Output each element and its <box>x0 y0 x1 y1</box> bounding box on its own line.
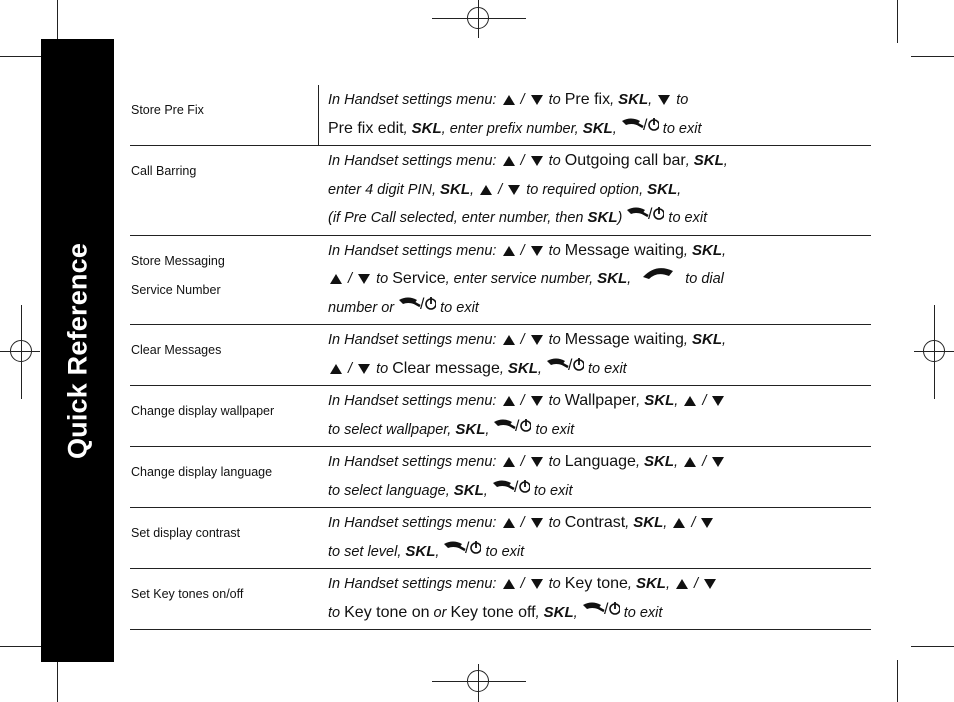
key-name: SKL <box>644 392 675 409</box>
instruction-fragment: or <box>429 604 451 621</box>
instruction-text <box>328 85 871 145</box>
down-arrow-icon <box>358 274 370 284</box>
crop-mark <box>57 660 58 702</box>
menu-option: Key tone on <box>344 603 430 621</box>
instruction-fragment: In Handset settings menu: <box>328 393 501 409</box>
end-call-power-icon <box>546 355 584 384</box>
instruction-fragment: , <box>723 153 728 169</box>
crop-mark <box>0 56 43 57</box>
table-row <box>130 569 871 630</box>
end-call-power-icon <box>493 416 531 445</box>
feature-label-line: Service Number <box>131 282 221 297</box>
instruction-fragment: , <box>674 454 683 470</box>
instruction-text <box>328 325 871 385</box>
instruction-fragment: / <box>516 515 529 531</box>
instruction-fragment: In Handset settings menu: <box>328 92 501 108</box>
svg-text:/: / <box>603 600 609 617</box>
end-call-power-icon <box>492 477 530 506</box>
up-arrow-icon <box>684 396 696 406</box>
end-call-power-icon <box>621 115 659 144</box>
menu-option: Clear message <box>392 359 500 377</box>
key-name: SKL <box>582 119 613 137</box>
instruction-fragment: , <box>674 393 683 409</box>
instruction-fragment: , enter service number, <box>445 271 598 288</box>
key-name: SKL <box>507 359 538 377</box>
feature-label-line: Set Key tones on/off <box>131 587 244 601</box>
instruction-line <box>328 599 871 628</box>
down-arrow-icon <box>531 579 543 589</box>
key-name: SKL <box>440 180 471 198</box>
instruction-fragment: , <box>483 482 492 499</box>
feature-label-line: Call Barring <box>131 164 197 178</box>
instruction-fragment: to required option, <box>522 181 648 198</box>
svg-text:/: / <box>567 356 573 373</box>
quick-reference-table <box>130 85 871 630</box>
instruction-fragment: , <box>612 120 621 137</box>
svg-text:/: / <box>642 116 648 133</box>
instruction-fragment: to select language, <box>328 482 454 499</box>
instruction-line <box>328 326 871 355</box>
up-arrow-icon <box>503 335 515 345</box>
down-arrow-icon <box>531 457 543 467</box>
instruction-fragment: / <box>344 271 357 288</box>
down-arrow-icon <box>358 364 370 374</box>
up-arrow-icon <box>480 185 492 195</box>
up-arrow-icon <box>503 246 515 256</box>
instruction-line <box>328 237 871 266</box>
up-arrow-icon <box>503 518 515 528</box>
down-arrow-icon <box>531 518 543 528</box>
instruction-fragment: , <box>573 604 582 621</box>
down-arrow-icon <box>531 335 543 345</box>
instruction-line <box>328 204 871 233</box>
menu-option: Key tone off <box>450 603 536 621</box>
instruction-fragment: / <box>698 454 711 470</box>
table-row <box>130 325 871 386</box>
down-arrow-icon <box>712 457 724 467</box>
svg-text:/: / <box>648 206 653 222</box>
table-row <box>130 447 871 508</box>
instruction-text <box>328 236 871 325</box>
instruction-fragment: / <box>690 576 703 592</box>
key-name: SKL <box>691 241 722 259</box>
instruction-line <box>328 147 871 176</box>
key-name: SKL <box>647 180 678 198</box>
instruction-text <box>328 386 871 446</box>
instruction-fragment: , <box>636 393 645 409</box>
instruction-text <box>328 146 871 235</box>
key-name: SKL <box>597 270 628 288</box>
key-name: SKL <box>693 152 724 169</box>
instruction-fragment: number or <box>328 299 399 316</box>
feature-label <box>131 96 204 125</box>
feature-label <box>131 519 240 548</box>
instruction-fragment: to <box>544 153 565 169</box>
registration-circle <box>467 670 489 692</box>
instruction-fragment: , <box>721 242 727 259</box>
menu-option: Language <box>564 453 636 470</box>
key-name: SKL <box>543 603 574 621</box>
up-arrow-icon <box>684 457 696 467</box>
instruction-fragment: , <box>625 515 634 531</box>
up-arrow-icon <box>503 95 515 105</box>
crop-mark <box>57 0 58 43</box>
up-arrow-icon <box>676 579 688 589</box>
instruction-line <box>328 294 871 323</box>
instruction-fragment: to <box>328 604 345 621</box>
instruction-line <box>328 538 871 567</box>
down-arrow-icon <box>531 246 543 256</box>
instruction-fragment: to exit <box>481 543 525 560</box>
up-arrow-icon <box>503 156 515 166</box>
instruction-fragment: to exit <box>436 299 479 316</box>
instruction-fragment: to <box>544 92 565 108</box>
instruction-fragment: , <box>485 421 494 438</box>
instruction-fragment: to dial <box>681 271 724 288</box>
instruction-fragment: to exit <box>658 120 702 137</box>
instruction-fragment: / <box>494 181 507 198</box>
instruction-text <box>328 508 871 568</box>
menu-option: Wallpaper <box>564 392 637 409</box>
instruction-fragment: , <box>499 360 508 377</box>
end-call-power-icon <box>626 204 664 233</box>
svg-text:/: / <box>465 539 470 556</box>
feature-label-line: Change display wallpaper <box>131 404 275 418</box>
instruction-fragment: , <box>683 332 692 348</box>
instruction-fragment: / <box>516 332 529 348</box>
down-arrow-icon <box>531 396 543 406</box>
feature-label <box>131 397 274 426</box>
instruction-fragment: to <box>672 92 689 108</box>
instruction-line <box>328 416 871 445</box>
instruction-text <box>328 569 871 629</box>
feature-label <box>131 247 225 305</box>
instruction-fragment: In Handset settings menu: <box>328 515 501 531</box>
registration-circle <box>10 340 32 362</box>
svg-text:/: / <box>513 478 519 495</box>
instruction-fragment: to <box>544 242 565 259</box>
instruction-fragment: (if Pre Call selected, enter number, then <box>328 210 588 227</box>
instruction-fragment: / <box>687 515 700 531</box>
key-name: SKL <box>635 575 666 592</box>
instruction-fragment: , <box>665 576 675 592</box>
instruction-fragment: , <box>535 604 544 621</box>
feature-label-line: Change display language <box>131 465 273 479</box>
instruction-line <box>328 115 871 144</box>
instruction-fragment: to <box>372 271 393 288</box>
instruction-fragment: , <box>683 242 692 259</box>
table-row <box>130 508 871 569</box>
menu-option: Service <box>392 270 446 288</box>
key-name: SKL <box>587 209 618 227</box>
instruction-line <box>328 448 871 477</box>
key-name: SKL <box>405 542 436 560</box>
instruction-fragment: , <box>627 271 636 288</box>
end-call-power-icon <box>443 538 481 567</box>
instruction-fragment: , <box>403 120 412 137</box>
instruction-fragment: to exit <box>664 210 708 227</box>
instruction-line <box>328 387 871 416</box>
feature-label-line: Store Messaging <box>131 253 225 268</box>
instruction-fragment: , <box>470 181 479 198</box>
instruction-fragment: , <box>721 332 727 348</box>
up-arrow-icon <box>503 396 515 406</box>
instruction-fragment: / <box>516 576 529 592</box>
key-name: SKL <box>618 91 649 108</box>
instruction-fragment: In Handset settings menu: <box>328 153 501 169</box>
instruction-line <box>328 570 871 599</box>
instruction-fragment: , <box>610 92 619 108</box>
instruction-fragment: / <box>516 92 529 108</box>
instruction-fragment: to select wallpaper, <box>328 421 456 438</box>
end-call-power-icon <box>582 599 620 628</box>
instruction-fragment: to <box>544 576 565 592</box>
crop-mark <box>911 56 954 57</box>
instruction-fragment: / <box>698 393 711 409</box>
down-arrow-icon <box>701 518 713 528</box>
menu-option: Outgoing call bar <box>564 152 686 169</box>
down-arrow-icon <box>658 95 670 105</box>
instruction-fragment: In Handset settings menu: <box>328 332 501 348</box>
table-row <box>130 146 871 236</box>
up-arrow-icon <box>330 274 342 284</box>
key-name: SKL <box>633 514 664 531</box>
feature-label-line: Set display contrast <box>131 526 241 540</box>
instruction-fragment: In Handset settings menu: <box>328 576 501 592</box>
crop-mark <box>0 646 43 647</box>
up-arrow-icon <box>503 457 515 467</box>
key-name: SKL <box>453 481 484 499</box>
instruction-fragment: , <box>663 515 672 531</box>
up-arrow-icon <box>503 579 515 589</box>
feature-label <box>131 157 196 186</box>
instruction-line <box>328 509 871 538</box>
instruction-fragment: , <box>537 360 546 377</box>
menu-option: Pre fix <box>564 91 611 108</box>
table-row <box>130 85 871 146</box>
instruction-fragment: , <box>677 181 682 198</box>
instruction-fragment: to <box>544 393 565 409</box>
instruction-fragment: to <box>544 454 565 470</box>
instruction-fragment: to exit <box>531 421 575 438</box>
instruction-fragment: , <box>627 576 636 592</box>
feature-label <box>131 336 221 365</box>
instruction-fragment: , <box>685 153 694 169</box>
instruction-fragment: In Handset settings menu: <box>328 454 501 470</box>
key-name: SKL <box>455 420 486 438</box>
instruction-fragment: / <box>516 454 529 470</box>
svg-text:/: / <box>420 295 425 312</box>
down-arrow-icon <box>704 579 716 589</box>
end-call-power-icon <box>398 294 436 323</box>
instruction-line <box>328 477 871 506</box>
instruction-fragment: / <box>516 242 529 259</box>
instruction-fragment: , <box>635 454 644 470</box>
instruction-line <box>328 265 871 294</box>
feature-label <box>131 580 243 609</box>
menu-option: Key tone <box>564 575 628 592</box>
feature-label-line: Clear Messages <box>131 343 222 357</box>
instruction-line <box>328 355 871 384</box>
instruction-fragment: to <box>544 332 565 348</box>
instruction-fragment: / <box>516 393 529 409</box>
instruction-fragment: to exit <box>529 482 573 499</box>
feature-label-line: Store Pre Fix <box>131 103 204 117</box>
key-name: SKL <box>691 331 722 348</box>
instruction-fragment: enter 4 digit PIN, <box>328 181 441 198</box>
crop-mark <box>911 646 954 647</box>
instruction-fragment: / <box>516 153 529 169</box>
instruction-fragment: , <box>648 92 657 108</box>
instruction-fragment: to exit <box>583 360 627 377</box>
instruction-fragment: to <box>544 515 565 531</box>
up-arrow-icon <box>673 518 685 528</box>
instruction-fragment: ) <box>617 210 627 227</box>
table-row <box>130 236 871 326</box>
instruction-fragment: to set level, <box>328 543 406 560</box>
down-arrow-icon <box>508 185 520 195</box>
registration-circle <box>467 7 489 29</box>
instruction-line <box>328 86 871 115</box>
instruction-line <box>328 176 871 205</box>
crop-mark <box>897 0 898 43</box>
svg-text:/: / <box>515 417 520 434</box>
registration-circle <box>923 340 945 362</box>
sidebar-tab <box>41 39 114 662</box>
menu-option: Contrast <box>564 514 626 531</box>
up-arrow-icon <box>330 364 342 374</box>
talk-icon <box>641 265 675 294</box>
instruction-fragment: / <box>344 360 357 377</box>
down-arrow-icon <box>531 156 543 166</box>
down-arrow-icon <box>712 396 724 406</box>
menu-option: Pre fix edit <box>328 119 404 137</box>
sidebar-title: Quick Reference <box>62 242 92 459</box>
down-arrow-icon <box>531 95 543 105</box>
instruction-fragment: to <box>372 360 393 377</box>
key-name: SKL <box>644 453 674 470</box>
instruction-text <box>328 447 871 507</box>
menu-option: Message waiting <box>564 331 684 348</box>
feature-label <box>131 458 272 487</box>
instruction-fragment: In Handset settings menu: <box>328 242 501 259</box>
instruction-fragment: , enter prefix number, <box>441 120 583 137</box>
instruction-fragment: to exit <box>619 604 663 621</box>
table-row <box>130 386 871 447</box>
menu-option: Message waiting <box>564 241 684 259</box>
key-name: SKL <box>411 119 442 137</box>
instruction-fragment: , <box>435 543 444 560</box>
crop-mark <box>897 660 898 702</box>
